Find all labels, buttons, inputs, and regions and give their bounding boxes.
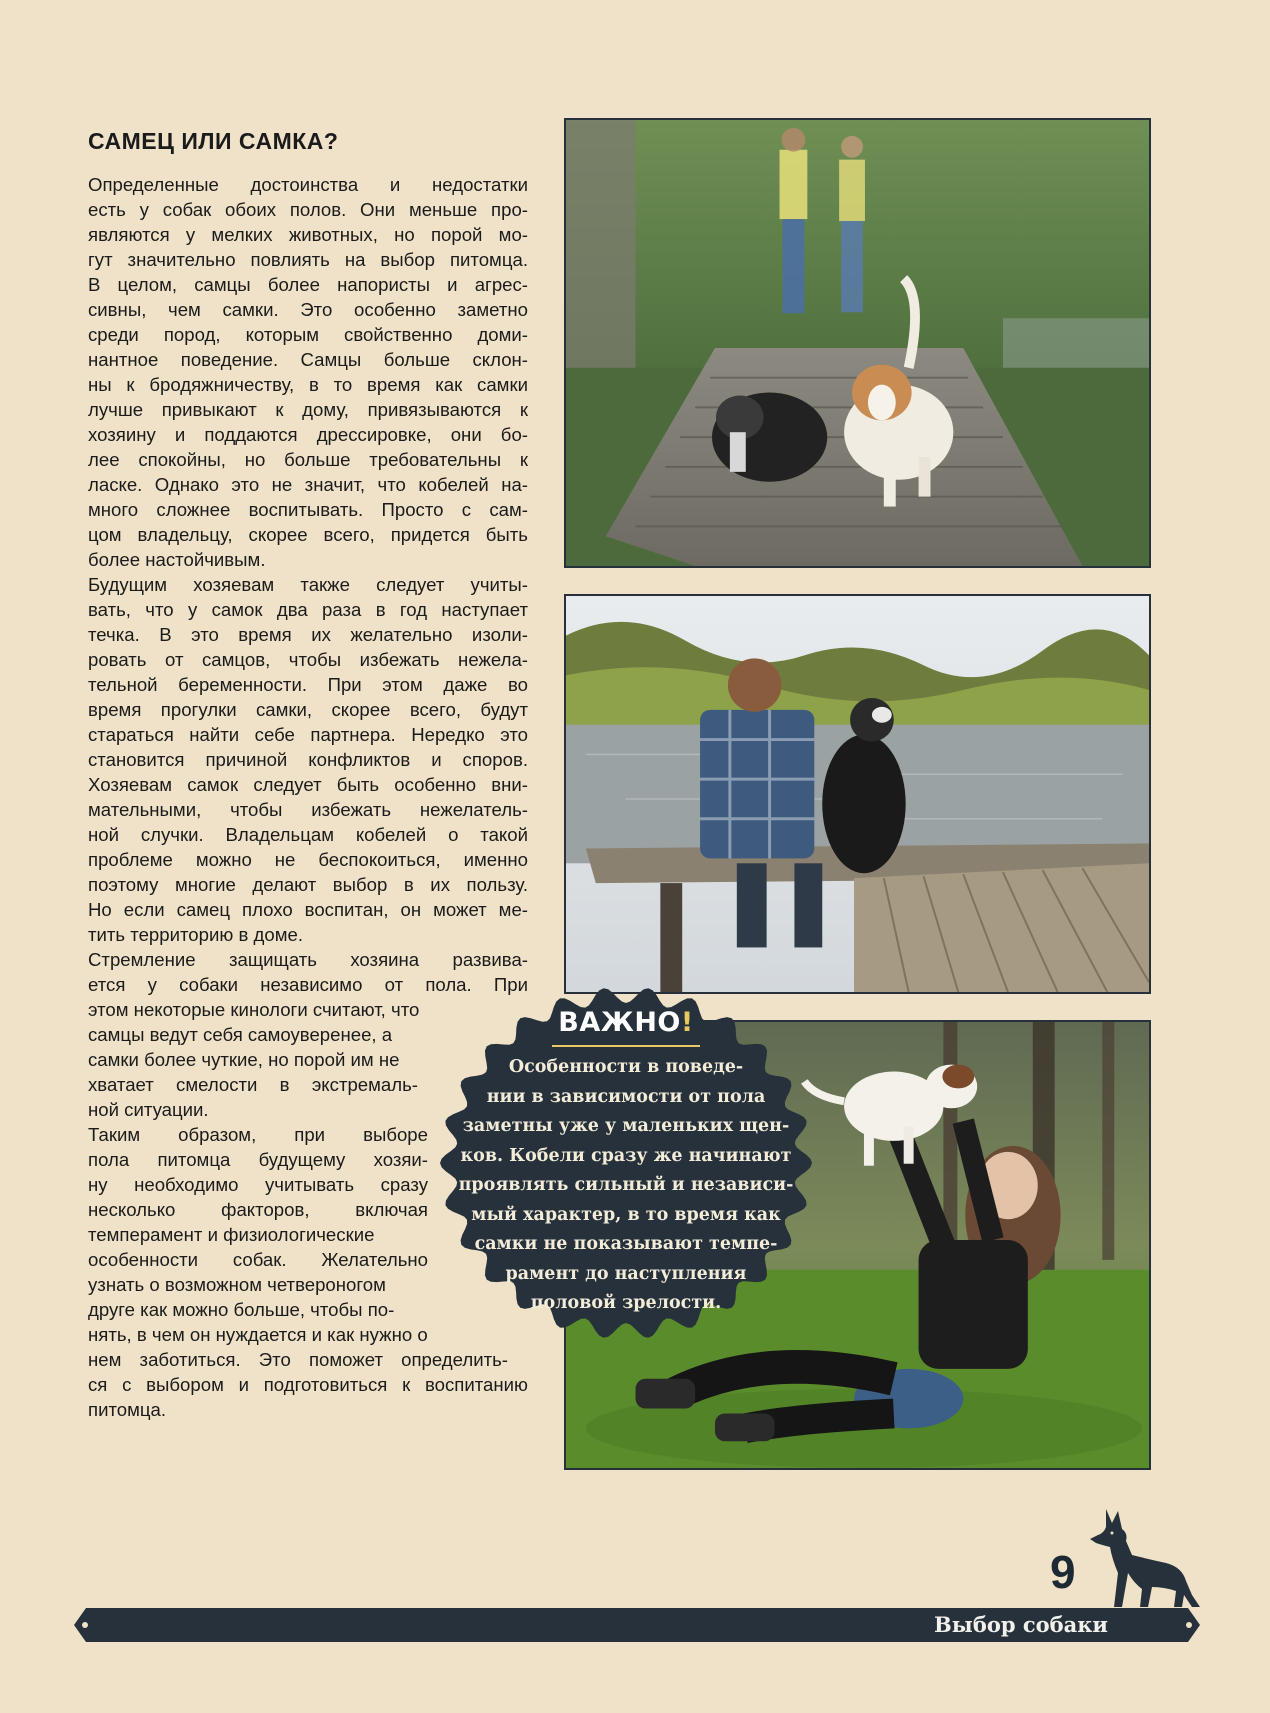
footer-bar xyxy=(74,1608,1200,1642)
body-line: Но если самец плохо воспитан, он может ме- xyxy=(88,899,528,920)
callout-line: Особенности в поведе- xyxy=(508,1057,744,1077)
body-line: нем заботиться. Это поможет определить- xyxy=(88,1349,508,1370)
body-line: лучше привыкают к дому, привязываются к xyxy=(88,399,528,420)
body-line: стараться найти себе партнера. Нередко это xyxy=(88,724,528,745)
body-line: самцы ведут себя самоуверенее, а xyxy=(88,1024,393,1045)
body-line: ровать от самцов, чтобы избежать нежела- xyxy=(88,649,528,670)
body-line: время прогулки самки, скорее всего, будут xyxy=(88,699,528,720)
callout-title: ВАЖНО! xyxy=(558,1007,694,1038)
body-line: темперамент и физиологические xyxy=(88,1224,375,1245)
body-line: несколько факторов, включая xyxy=(88,1199,428,1220)
body-line: самки более чуткие, но порой им не xyxy=(88,1049,400,1070)
body-line: проблеме можно не беспокоиться, именно xyxy=(88,849,528,870)
body-line: ется у собаки независимо от пола. При xyxy=(88,974,528,995)
body-line: лее спокойны, но больше требовательны к xyxy=(88,449,528,470)
body-line: В целом, самцы более напористы и агрес- xyxy=(88,274,528,295)
body-line: Определенные достоинства и недостатки xyxy=(88,174,528,195)
body-line: питомца. xyxy=(88,1399,167,1420)
body-line: течка. В это время их желательно изоли- xyxy=(88,624,528,645)
body-line: являются у мелких животных, но порой мо- xyxy=(88,224,528,245)
body-line: становится причиной конфликтов и споров. xyxy=(88,749,528,770)
callout-line: проявлять сильный и независи- xyxy=(458,1175,794,1195)
body-line: тить территорию в доме. xyxy=(88,924,303,945)
body-line: поэтому многие делают выбор в их пользу. xyxy=(88,874,528,895)
body-line: Стремление защищать хозяина развива- xyxy=(88,949,528,970)
body-line: ласке. Однако это не значит, что кобелей на- xyxy=(88,474,528,495)
body-line: этом некоторые кинологи считают, что xyxy=(88,999,420,1020)
callout-line: заметны уже у маленьких щен- xyxy=(462,1116,790,1136)
body-line: нять, в чем он нуждается и как нужно о xyxy=(88,1324,428,1345)
callout-title-rule xyxy=(552,1045,700,1047)
page-number: 9 xyxy=(1050,1546,1076,1598)
shepherd-dog-icon xyxy=(1088,1503,1202,1613)
body-line: Хозяевам самок следует быть особенно вни- xyxy=(88,774,528,795)
body-line: цом владельцу, скорее всего, придется быть xyxy=(88,524,528,545)
body-line: ся с выбором и подготовиться к воспитанию xyxy=(88,1374,528,1395)
footer-section-label: Выбор собаки xyxy=(934,1612,1108,1637)
callout-line: рамент до наступления xyxy=(505,1263,747,1284)
body-line: ной ситуации. xyxy=(88,1099,209,1120)
callout-line: мый характер, в то время как xyxy=(471,1204,781,1225)
photo-man-with-dog-on-pier xyxy=(564,594,1151,994)
callout-line: самки не показывают темпе- xyxy=(474,1234,778,1254)
body-line: мательными, чтобы избежать нежелатель- xyxy=(88,799,528,820)
body-line: хватает смелости в экстремаль- xyxy=(88,1074,418,1095)
body-line: пола питомца будущему хозяи- xyxy=(88,1149,428,1170)
photo-dogs-running-on-boardwalk xyxy=(564,118,1151,568)
body-line: хозяину и поддаются дрессировке, они бо- xyxy=(88,424,528,445)
body-line: сивны, чем самки. Это особенно заметно xyxy=(88,299,528,320)
body-line: гут значительно повлиять на выбор питомца. xyxy=(88,249,528,270)
body-line: Таким образом, при выборе xyxy=(88,1124,428,1145)
body-line: друге как можно больше, чтобы по- xyxy=(88,1299,395,1320)
body-line: вать, что у самок два раза в год наступает xyxy=(88,599,528,620)
callout-line: нии в зависимости от пола xyxy=(486,1086,766,1107)
callout-line: ков. Кобели сразу же начинают xyxy=(460,1145,792,1166)
body-line: более настойчивым. xyxy=(88,549,266,570)
body-line: ны к бродяжничеству, в то время как самки xyxy=(88,374,528,395)
body-line: среди пород, которым свойственно доми- xyxy=(88,324,528,345)
callout-line: половой зрелости. xyxy=(530,1293,722,1313)
callout-text xyxy=(456,1053,796,1319)
body-line: нантное поведение. Самцы больше склон- xyxy=(88,349,528,370)
body-line: Будущим хозяевам также следует учиты- xyxy=(88,574,528,595)
body-line: есть у собак обоих полов. Они меньше про- xyxy=(88,199,528,220)
body-line: узнать о возможном четвероногом xyxy=(88,1274,386,1295)
section-heading: САМЕЦ ИЛИ САМКА? xyxy=(88,128,339,154)
body-line: ной случки. Владельцам кобелей о такой xyxy=(88,824,528,845)
important-callout xyxy=(436,985,816,1341)
body-line: особенности собак. Желательно xyxy=(88,1249,428,1270)
callout-exclamation: ! xyxy=(680,1007,694,1038)
body-line: много сложнее воспитывать. Просто с сам- xyxy=(88,499,528,520)
body-line: ну необходимо учитывать сразу xyxy=(88,1174,428,1195)
body-line: тельной беременности. При этом даже во xyxy=(88,674,528,695)
